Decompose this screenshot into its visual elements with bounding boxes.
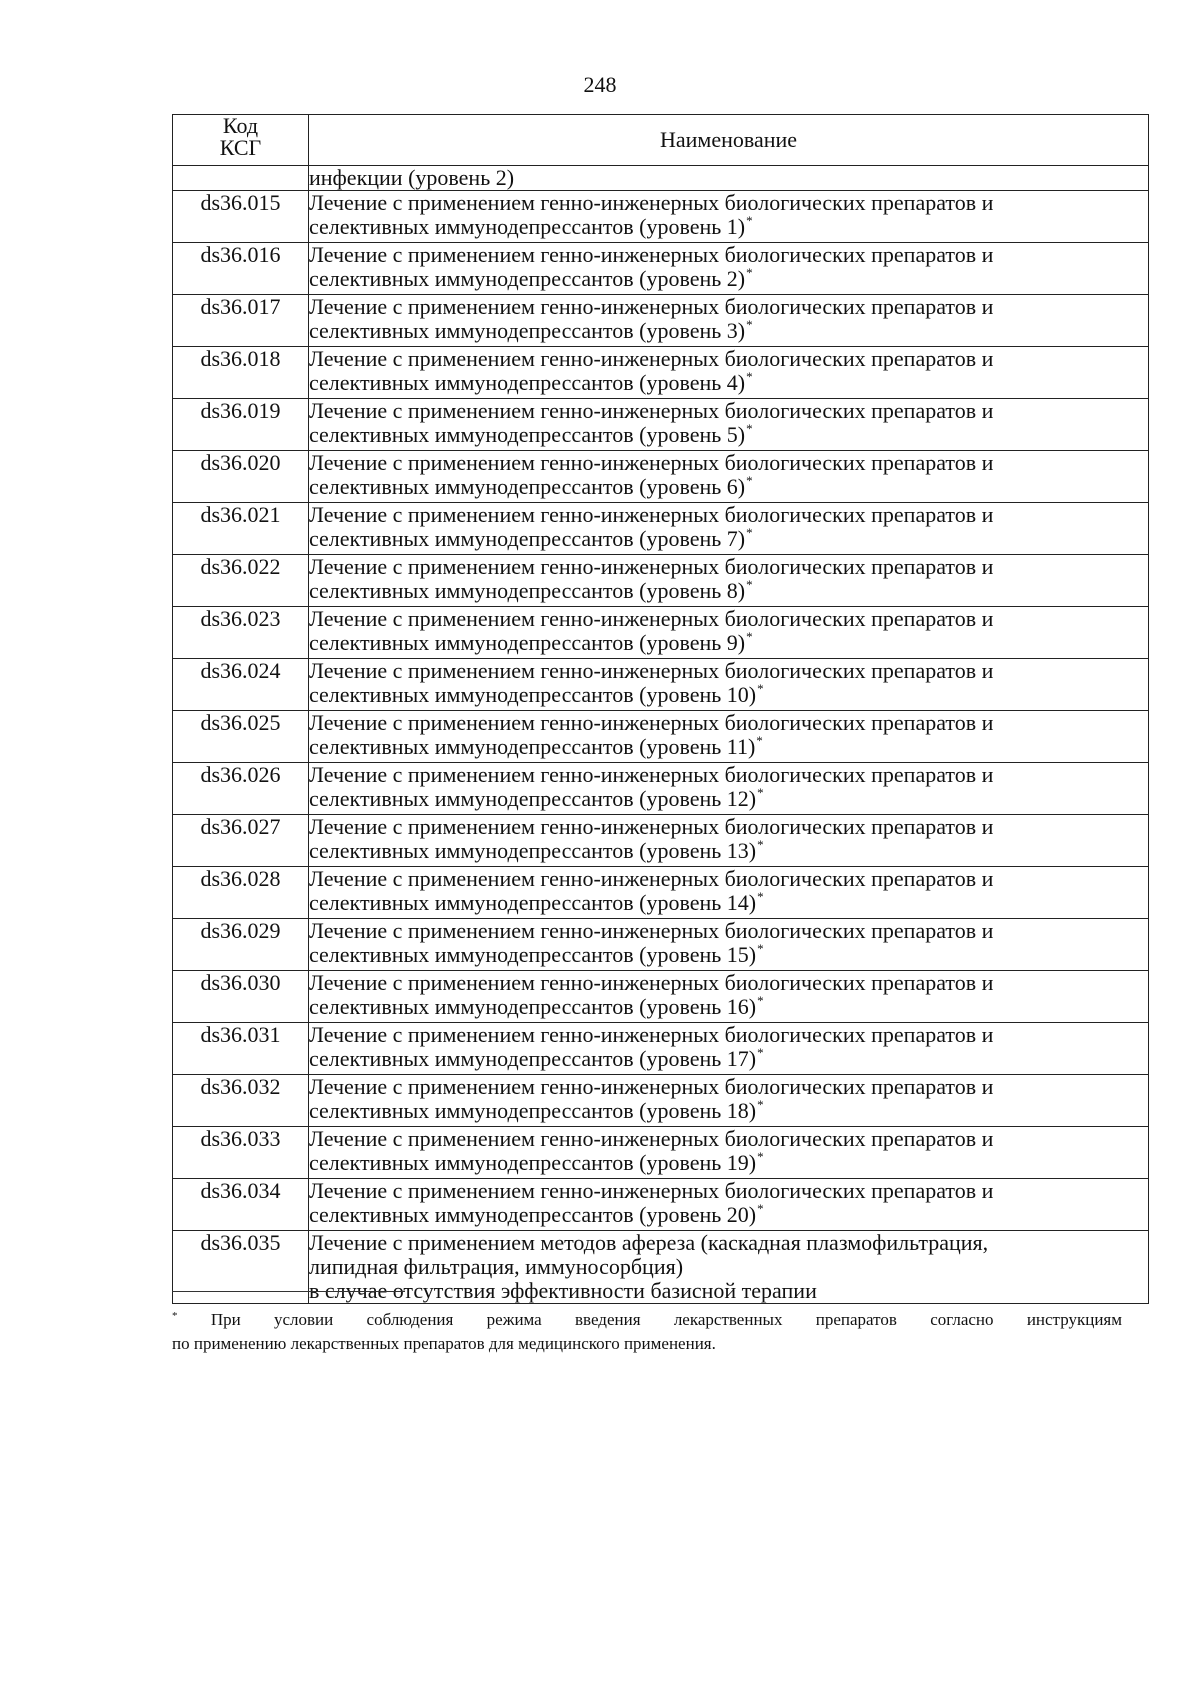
row-name-line2-wrap — [309, 267, 1148, 294]
row-code — [173, 166, 309, 191]
footnote-marker: * — [746, 265, 753, 280]
row-name-line1: Лечение с применением генно-инженерных биологических препаратов и — [309, 450, 994, 475]
row-name-line2: селективных иммунодепрессантов (уровень 12) — [309, 786, 757, 811]
footnote-marker: * — [757, 941, 764, 956]
footnote-marker: * — [757, 1149, 764, 1164]
table-row — [173, 711, 1149, 763]
row-code: ds36.033 — [173, 1127, 309, 1179]
row-name-line2: селективных иммунодепрессантов (уровень 7) — [309, 526, 746, 551]
table-row — [173, 1127, 1149, 1179]
header-name: Наименование — [309, 115, 1149, 166]
row-name-line2: селективных иммунодепрессантов (уровень 19) — [309, 1150, 757, 1175]
page-number: 248 — [583, 72, 617, 97]
row-name-line1: Лечение с применением генно-инженерных биологических препаратов и — [309, 710, 994, 735]
table-row — [173, 971, 1149, 1023]
row-name-line2-wrap — [309, 1203, 1148, 1230]
table-row — [173, 763, 1149, 815]
header-code-line2: КСГ — [219, 135, 262, 160]
footnote — [172, 1309, 1122, 1355]
row-name-line1: Лечение с применением генно-инженерных биологических препаратов и — [309, 294, 994, 319]
footnote-marker: * — [757, 837, 764, 852]
row-code: ds36.029 — [173, 919, 309, 971]
row-name-line2-wrap — [309, 475, 1148, 502]
row-code: ds36.019 — [173, 399, 309, 451]
row-name-line2: селективных иммунодепрессантов (уровень 20) — [309, 1202, 757, 1227]
footnote-marker: * — [746, 525, 753, 540]
table-row — [173, 503, 1149, 555]
row-code: ds36.026 — [173, 763, 309, 815]
row-code: ds36.020 — [173, 451, 309, 503]
footnote-marker: * — [746, 629, 753, 644]
footnote-marker: * — [746, 421, 753, 436]
row-name-line1: Лечение с применением генно-инженерных биологических препаратов и — [309, 346, 994, 371]
row-name — [309, 1023, 1149, 1075]
row-name-line2: селективных иммунодепрессантов (уровень 2) — [309, 266, 746, 291]
row-name — [309, 1075, 1149, 1127]
table-row — [173, 399, 1149, 451]
row-name-line1: Лечение с применением генно-инженерных биологических препаратов и — [309, 606, 994, 631]
row-name-line1: Лечение с применением генно-инженерных биологических препаратов и — [309, 918, 994, 943]
row-name-line2-wrap — [309, 1099, 1148, 1126]
row-name-line1: Лечение с применением генно-инженерных биологических препаратов и — [309, 1178, 994, 1203]
row-name-line2: селективных иммунодепрессантов (уровень 16) — [309, 994, 757, 1019]
header-row — [173, 115, 1149, 166]
row-name-line2: селективных иммунодепрессантов (уровень 9) — [309, 630, 746, 655]
row-code: ds36.035 — [173, 1231, 309, 1304]
header-code-line1: Код — [222, 113, 259, 138]
row-name-line1: Лечение с применением генно-инженерных биологических препаратов и — [309, 1074, 994, 1099]
row-name-line2-wrap — [309, 631, 1148, 658]
row-name-line2: селективных иммунодепрессантов (уровень 15) — [309, 942, 757, 967]
footnote-marker: * — [757, 993, 764, 1008]
row-code: ds36.023 — [173, 607, 309, 659]
row-name-line2: селективных иммунодепрессантов (уровень 4) — [309, 370, 746, 395]
table-row — [173, 1231, 1149, 1304]
row-name-line2: селективных иммунодепрессантов (уровень 14) — [309, 890, 757, 915]
row-name-line1: Лечение с применением генно-инженерных биологических препаратов и — [309, 814, 994, 839]
footnote-divider — [172, 1291, 405, 1292]
row-name-line1: Лечение с применением генно-инженерных биологических препаратов и — [309, 970, 994, 995]
footnote-marker: * — [757, 785, 764, 800]
header-code — [173, 115, 309, 166]
row-name-line1: Лечение с применением генно-инженерных биологических препаратов и — [309, 242, 994, 267]
row-name — [309, 1231, 1149, 1304]
row-name-line2-wrap — [309, 579, 1148, 606]
row-name — [309, 347, 1149, 399]
row-name — [309, 191, 1149, 243]
row-name — [309, 971, 1149, 1023]
row-name-line2-wrap — [309, 1047, 1148, 1074]
row-name-line2: селективных иммунодепрессантов (уровень 13) — [309, 838, 757, 863]
row-name: инфекции (уровень 2) — [309, 166, 1149, 191]
row-name-line1: Лечение с применением генно-инженерных биологических препаратов и — [309, 502, 994, 527]
row-name-line2-wrap — [309, 735, 1148, 762]
row-name-line2: селективных иммунодепрессантов (уровень 8) — [309, 578, 746, 603]
row-name-line1: Лечение с применением генно-инженерных биологических препаратов и — [309, 866, 994, 891]
table-header — [173, 115, 1149, 166]
footnote-marker: * — [757, 1045, 764, 1060]
table-row — [173, 815, 1149, 867]
footnote-marker: * — [757, 889, 764, 904]
row-name — [309, 919, 1149, 971]
footnote-line2: по применению лекарственных препаратов для медицинского применения. — [172, 1334, 716, 1353]
footnote-marker: * — [746, 577, 753, 592]
row-name-line2: селективных иммунодепрессантов (уровень 18) — [309, 1098, 757, 1123]
row-name-line2-wrap — [309, 995, 1148, 1022]
row-name — [309, 555, 1149, 607]
table-row — [173, 867, 1149, 919]
footnote-marker: * — [757, 1201, 764, 1216]
row-name — [309, 503, 1149, 555]
table-row — [173, 659, 1149, 711]
footnote-marker: * — [757, 681, 764, 696]
row-name-line2-wrap — [309, 371, 1148, 398]
row-name — [309, 243, 1149, 295]
row-name-line2: селективных иммунодепрессантов (уровень 17) — [309, 1046, 757, 1071]
row-name-line2-wrap — [309, 683, 1148, 710]
row-name — [309, 451, 1149, 503]
row-name-line2-wrap — [309, 215, 1148, 242]
table-row — [173, 607, 1149, 659]
row-code: ds36.032 — [173, 1075, 309, 1127]
row-name — [309, 607, 1149, 659]
table-row — [173, 451, 1149, 503]
row-name — [309, 867, 1149, 919]
footnote-marker: * — [746, 317, 753, 332]
table-row — [173, 555, 1149, 607]
row-name-line2: селективных иммунодепрессантов (уровень 5) — [309, 422, 746, 447]
footnote-marker: * — [746, 473, 753, 488]
footnote-mark: * — [172, 1310, 178, 1322]
footnote-marker: * — [757, 1097, 764, 1112]
row-name-line2-wrap — [309, 1151, 1148, 1178]
footnote-marker: * — [746, 369, 753, 384]
row-name-line2-wrap — [309, 423, 1148, 450]
row-name — [309, 1127, 1149, 1179]
row-name-line2-wrap — [309, 839, 1148, 866]
row-name — [309, 659, 1149, 711]
row-name-line2: селективных иммунодепрессантов (уровень 1) — [309, 214, 746, 239]
row-name-line2-wrap — [309, 943, 1148, 970]
row-name-line1: Лечение с применением генно-инженерных биологических препаратов и — [309, 658, 994, 683]
table-row — [173, 191, 1149, 243]
table-row — [173, 1179, 1149, 1231]
row-name — [309, 763, 1149, 815]
table-body — [173, 166, 1149, 1304]
row-name-line2-wrap — [309, 787, 1148, 814]
row-code: ds36.034 — [173, 1179, 309, 1231]
row-name-line2: селективных иммунодепрессантов (уровень 11) — [309, 734, 756, 759]
row-name-line1: Лечение с применением генно-инженерных биологических препаратов и — [309, 554, 994, 579]
row-name-line1: Лечение с применением генно-инженерных биологических препаратов и — [309, 1022, 994, 1047]
row-code: ds36.031 — [173, 1023, 309, 1075]
row-name-line2-wrap — [309, 527, 1148, 554]
table-row — [173, 243, 1149, 295]
row-code: ds36.027 — [173, 815, 309, 867]
table-row — [173, 919, 1149, 971]
row-name — [309, 1179, 1149, 1231]
row-name-line2-wrap — [309, 891, 1148, 918]
table-row — [173, 295, 1149, 347]
row-code: ds36.028 — [173, 867, 309, 919]
row-code: ds36.021 — [173, 503, 309, 555]
row-name-line2: селективных иммунодепрессантов (уровень 10) — [309, 682, 757, 707]
row-code: ds36.018 — [173, 347, 309, 399]
row-name — [309, 711, 1149, 763]
row-code: ds36.016 — [173, 243, 309, 295]
row-name — [309, 815, 1149, 867]
table-row-continuation — [173, 166, 1149, 191]
row-name — [309, 399, 1149, 451]
row-code: ds36.030 — [173, 971, 309, 1023]
row-name-line2: липидная фильтрация, иммуносорбция) — [309, 1254, 684, 1279]
row-name-line1: Лечение с применением генно-инженерных биологических препаратов и — [309, 190, 994, 215]
row-name-line2: селективных иммунодепрессантов (уровень 6) — [309, 474, 746, 499]
row-name — [309, 295, 1149, 347]
ksg-table — [172, 114, 1149, 1304]
row-name-line1: Лечение с применением методов афереза (каскадная плазмофильтрация, — [309, 1230, 989, 1255]
row-name-line1: Лечение с применением генно-инженерных биологических препаратов и — [309, 1126, 994, 1151]
row-name-line1: Лечение с применением генно-инженерных биологических препаратов и — [309, 398, 994, 423]
table-row — [173, 1023, 1149, 1075]
row-code: ds36.017 — [173, 295, 309, 347]
table-row — [173, 347, 1149, 399]
row-code: ds36.024 — [173, 659, 309, 711]
row-name-line3: в случае отсутствия эффективности базисной терапии — [309, 1278, 817, 1303]
row-code: ds36.015 — [173, 191, 309, 243]
footnote-text1: При условии соблюдения режима введения лекарственных препаратов согласно инструкциям — [210, 1310, 1123, 1329]
table-row — [173, 1075, 1149, 1127]
row-name-line1: Лечение с применением генно-инженерных биологических препаратов и — [309, 762, 994, 787]
row-code: ds36.025 — [173, 711, 309, 763]
row-name-line2: селективных иммунодепрессантов (уровень 3) — [309, 318, 746, 343]
footnote-marker: * — [746, 213, 753, 228]
row-name-line2-wrap — [309, 319, 1148, 346]
row-code: ds36.022 — [173, 555, 309, 607]
footnote-line1 — [172, 1309, 1122, 1333]
footnote-marker: * — [756, 733, 763, 748]
